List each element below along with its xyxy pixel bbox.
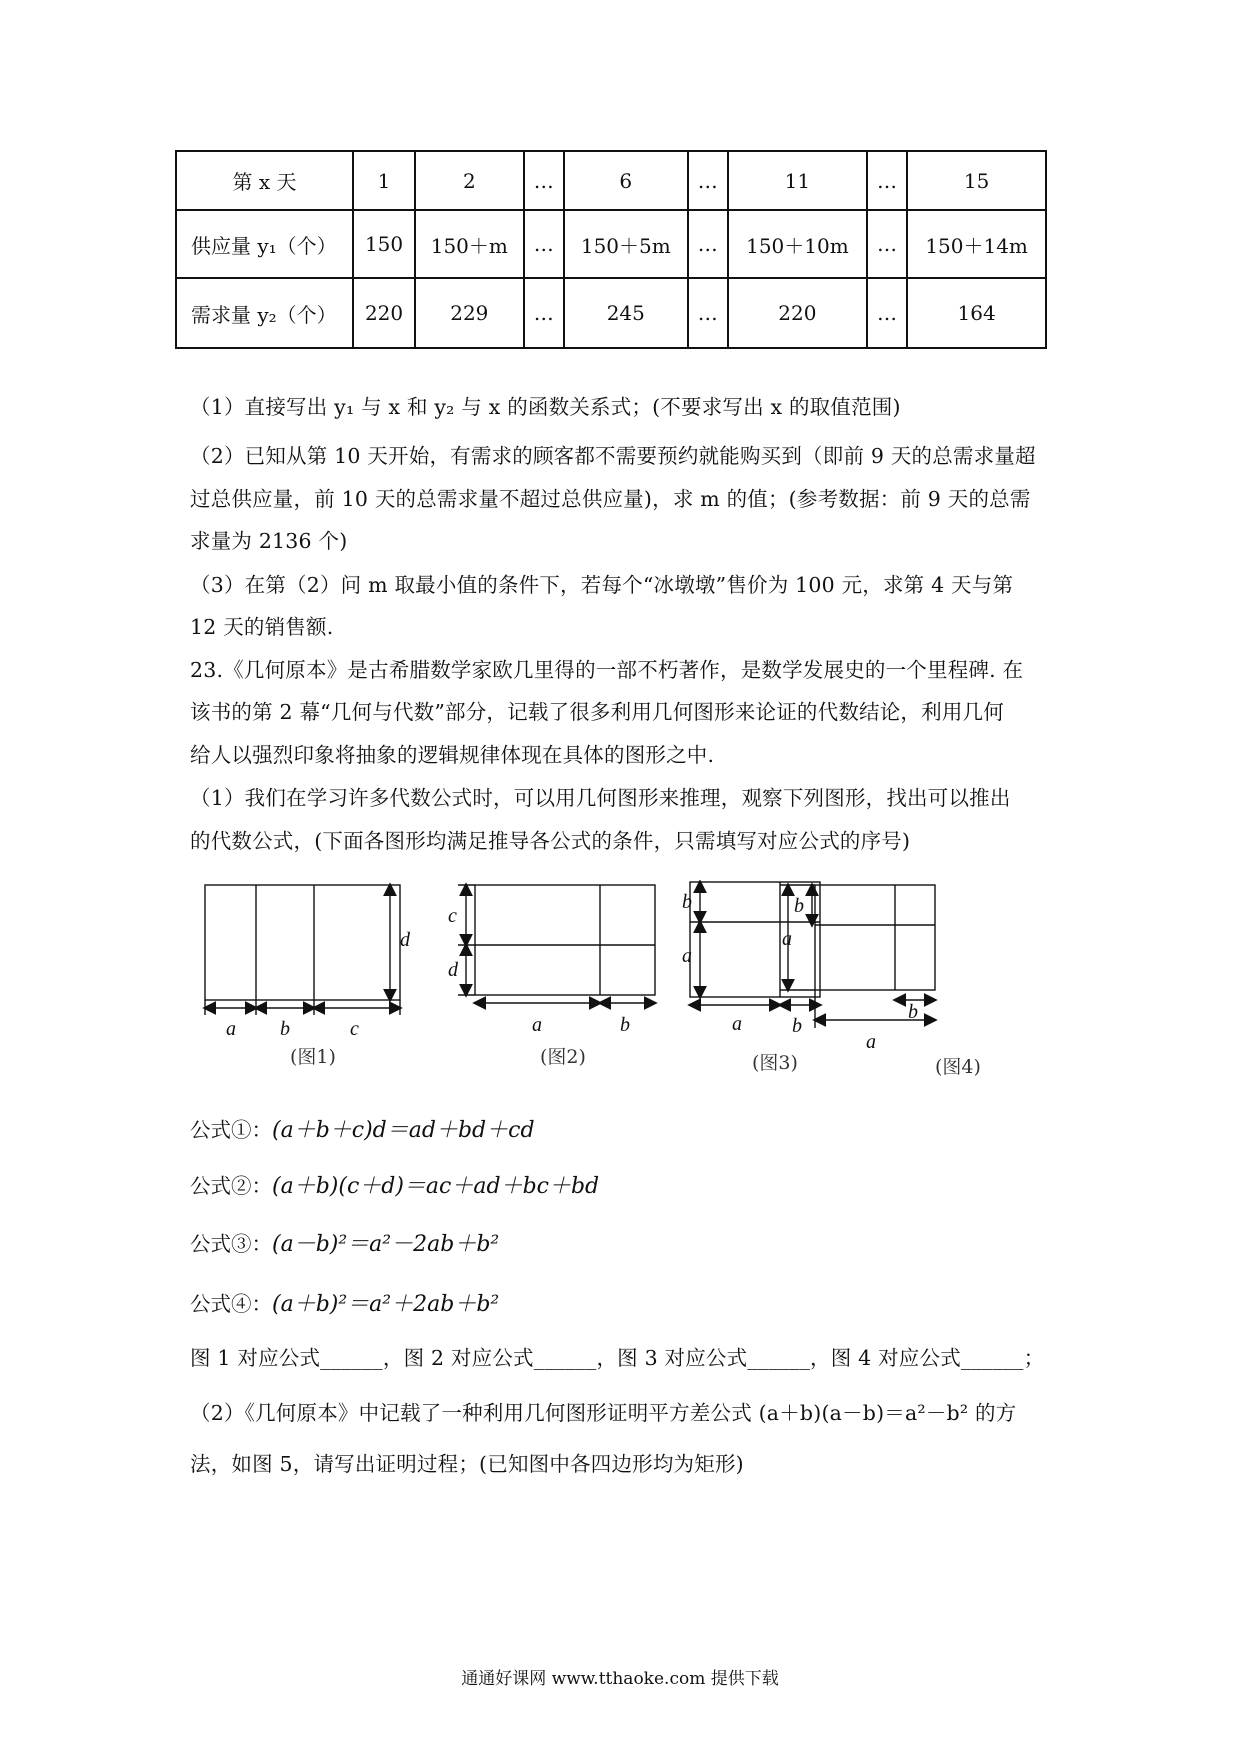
table-cell: …: [867, 151, 907, 210]
formula-1: [190, 1114, 535, 1147]
svg-text:a: a: [532, 1014, 542, 1036]
table-cell: 245: [564, 278, 688, 348]
table-cell: 6: [564, 151, 688, 210]
svg-text:a: a: [732, 1013, 742, 1035]
row-label-supply: 供应量 y₁（个）: [176, 210, 353, 278]
table-row: [176, 278, 1046, 348]
formula-label: 公式①：: [190, 1118, 272, 1142]
q23-intro-line1: 23.《几何原本》是古希腊数学家欧几里得的一部不朽著作，是数学发展史的一个里程碑. 在: [190, 658, 1024, 682]
svg-text:b: b: [794, 895, 804, 917]
table-cell: …: [688, 151, 728, 210]
formula-expression: (a＋b)²＝a²＋2ab＋b²: [272, 1292, 500, 1317]
table-row: [176, 151, 1046, 210]
table-cell: 220: [353, 278, 415, 348]
table-cell: 164: [907, 278, 1046, 348]
table-cell: …: [867, 210, 907, 278]
figure-1: [205, 885, 411, 1040]
table-cell: 150＋10m: [728, 210, 867, 278]
formula-label: 公式④：: [190, 1292, 272, 1316]
svg-text:d: d: [400, 929, 410, 951]
q23-intro-line2: 该书的第 2 幕“几何与代数”部分，记载了很多利用几何图形来论证的代数结论，利用几何: [190, 700, 1004, 724]
figure-2-caption: (图2): [540, 1046, 586, 1068]
svg-text:b: b: [682, 891, 692, 913]
row-label-demand: 需求量 y₂（个）: [176, 278, 353, 348]
q22-part3-line2: 12 天的销售额.: [190, 615, 334, 639]
table-cell: …: [524, 151, 564, 210]
svg-text:b: b: [792, 1015, 802, 1037]
q23-part2-line1: （2）《几何原本》中记载了一种利用几何图形证明平方差公式 (a＋b)(a－b)＝a²－b² 的方: [190, 1401, 1017, 1425]
table-cell: 150: [353, 210, 415, 278]
q23-part1-line1: （1）我们在学习许多代数公式时，可以用几何图形来推理，观察下列图形，找出可以推出: [190, 786, 1011, 810]
formula-4: [190, 1288, 499, 1321]
figure-4: [780, 885, 935, 1053]
svg-text:c: c: [350, 1018, 359, 1040]
table-cell: 1: [353, 151, 415, 210]
table-cell: 220: [728, 278, 867, 348]
formula-expression: (a＋b)(c＋d)＝ac＋ad＋bc＋bd: [272, 1174, 600, 1199]
q22-part2-line3: 求量为 2136 个): [190, 529, 348, 553]
formula-label: 公式③：: [190, 1232, 272, 1256]
q22-part2-line1: （2）已知从第 10 天开始，有需求的顾客都不需要预约就能购买到（即前 9 天的总需求量超: [190, 444, 1036, 468]
table-cell: 15: [907, 151, 1046, 210]
svg-text:c: c: [448, 905, 457, 927]
q22-part1: （1）直接写出 y₁ 与 x 和 y₂ 与 x 的函数关系式；(不要求写出 x 的取值范围): [190, 395, 901, 419]
figure-4-caption: (图4): [935, 1056, 981, 1078]
q22-part3-line1: （3）在第（2）问 m 取最小值的条件下，若每个“冰墩墩”售价为 100 元，求第 4 天与第: [190, 573, 1014, 597]
svg-text:a: a: [226, 1018, 236, 1040]
svg-text:a: a: [682, 945, 692, 967]
q23-part1-line2: 的代数公式，(下面各图形均满足推导各公式的条件，只需填写对应公式的序号): [190, 829, 911, 853]
table-cell: 150＋14m: [907, 210, 1046, 278]
q23-part1-blanks: 图 1 对应公式______，图 2 对应公式______，图 3 对应公式______，图 4 对应公式______；: [190, 1346, 1045, 1370]
table-cell: 150＋m: [415, 210, 523, 278]
table-cell: …: [688, 278, 728, 348]
table-cell: 150＋5m: [564, 210, 688, 278]
svg-text:b: b: [280, 1018, 290, 1040]
svg-text:a: a: [782, 928, 792, 950]
q23-intro-line3: 给人以强烈印象将抽象的逻辑规律体现在具体的图形之中.: [190, 743, 715, 767]
table-cell: …: [688, 210, 728, 278]
svg-text:a: a: [866, 1031, 876, 1053]
figure-2: [448, 885, 655, 1036]
table-cell: …: [524, 210, 564, 278]
q23-part2-line2: 法，如图 5，请写出证明过程；(已知图中各四边形均为矩形): [190, 1452, 744, 1476]
table-cell: 2: [415, 151, 523, 210]
header-day: 第 x 天: [176, 151, 353, 210]
page-footer: 通通好课网 www.tthaoke.com 提供下载: [461, 1669, 779, 1689]
table-cell: …: [524, 278, 564, 348]
formula-expression: (a－b)²＝a²－2ab＋b²: [272, 1232, 500, 1257]
formula-3: [190, 1228, 499, 1261]
table-cell: 11: [728, 151, 867, 210]
formula-expression: (a＋b＋c)d＝ad＋bd＋cd: [272, 1118, 535, 1143]
formula-label: 公式②：: [190, 1174, 272, 1198]
figure-1-caption: (图1): [290, 1046, 336, 1068]
figure-3-caption: (图3): [752, 1052, 798, 1074]
table-row: [176, 210, 1046, 278]
svg-text:d: d: [448, 959, 458, 981]
svg-text:b: b: [620, 1014, 630, 1036]
supply-demand-table: [175, 150, 1047, 349]
formula-2: [190, 1170, 599, 1203]
q22-part2-line2: 过总供应量，前 10 天的总需求量不超过总供应量)，求 m 的值；(参考数据：前 9 天的总需: [190, 487, 1031, 511]
table-cell: …: [867, 278, 907, 348]
table-cell: 229: [415, 278, 523, 348]
svg-text:b: b: [908, 1001, 918, 1023]
